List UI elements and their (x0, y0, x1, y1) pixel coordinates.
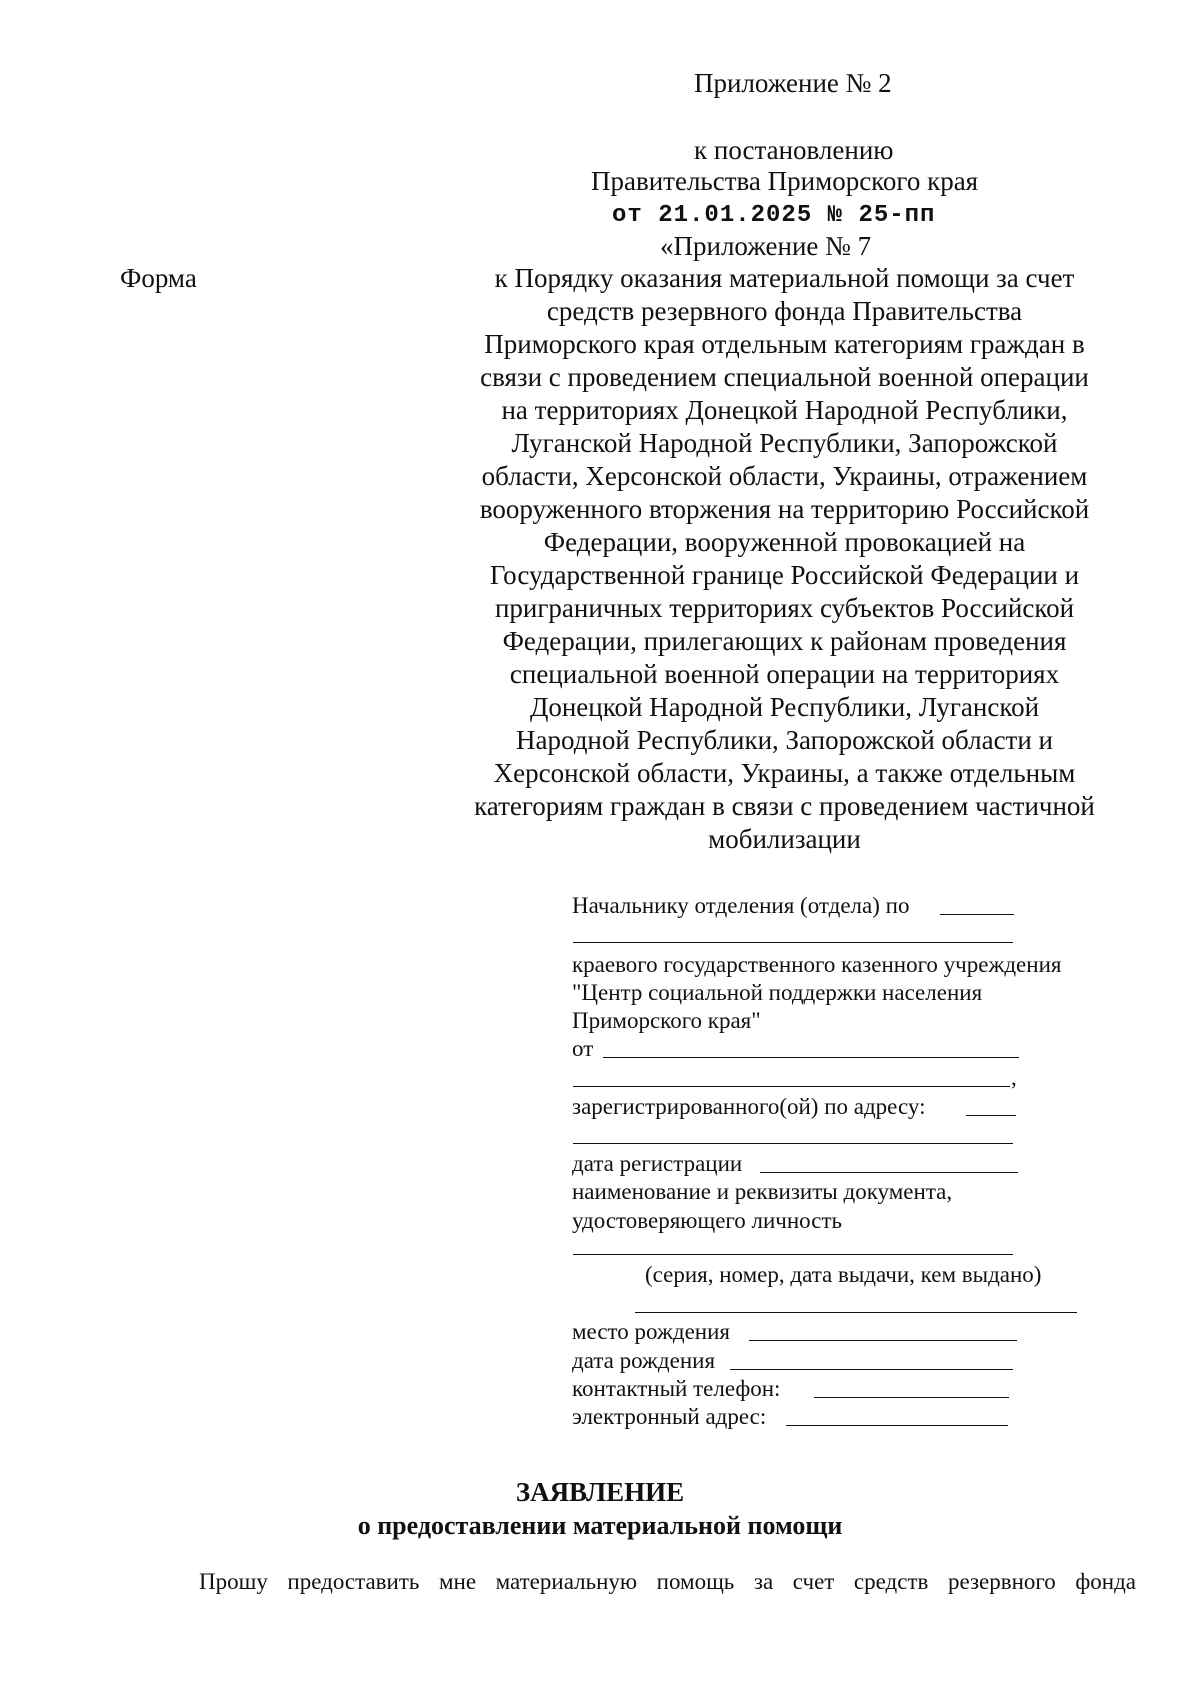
order-title-line: Федерации, вооруженной провокацией на (543, 527, 1026, 557)
birthplace-label: место рождения (572, 1319, 730, 1344)
order-title-line: Народной Республики, Запорожской области и (515, 725, 1054, 755)
inner-appendix-heading: «Приложение № 7 (660, 231, 872, 261)
order-title-line: Государственной границе Российской Федерации и (489, 560, 1080, 590)
phone-label: контактный телефон: (572, 1376, 781, 1401)
order-title-line: к Порядку оказания материальной помощи за счет (494, 263, 1075, 293)
order-title-line: категориям граждан в связи с проведением частичной (474, 791, 1095, 821)
order-title-line: специальной военной операции на территориях (509, 659, 1060, 689)
document-field[interactable] (573, 1254, 1013, 1255)
institution-line2: "Центр социальной поддержки населения (572, 980, 983, 1005)
chief-department-field[interactable] (940, 914, 1014, 915)
registration-date-field[interactable] (760, 1172, 1018, 1173)
applicant-name-field[interactable] (603, 1057, 1019, 1058)
order-title-line: вооруженного вторжения на территорию Российской (479, 494, 1090, 524)
registered-label: зарегистрированного(ой) по адресу: (572, 1094, 926, 1119)
order-title-line: Приморского края отдельным категориям граждан в (484, 329, 1085, 359)
form-label: Форма (120, 263, 197, 293)
institution-line3: Приморского края" (572, 1008, 761, 1033)
resolution-date-number: от 21.01.2025 № 25-пп (612, 202, 936, 229)
appendix-heading: Приложение № 2 (694, 68, 892, 98)
registered-address-field-line2[interactable] (573, 1143, 1013, 1144)
document-label-line1: наименование и реквизиты документа, (572, 1179, 953, 1204)
comma-mark: , (1011, 1065, 1017, 1090)
document-label-line2: удостоверяющего личность (572, 1208, 842, 1233)
order-title-line: Федерации, прилегающих к районам проведения (502, 626, 1067, 656)
email-label: электронный адрес: (572, 1404, 767, 1429)
statement-body: Прошу предоставить мне материальную помощь за счет средств резервного фонда (199, 1569, 1136, 1594)
order-title-line: мобилизации (708, 824, 861, 854)
order-title-line: Луганской Народной Республики, Запорожской (511, 428, 1058, 458)
statement-title: ЗАЯВЛЕНИЕ (515, 1477, 685, 1507)
government-name: Правительства Приморского края (591, 166, 979, 196)
order-title-line: Херсонской области, Украины, а также отдельным (493, 758, 1076, 788)
institution-line1: краевого государственного казенного учреждения (572, 952, 1062, 977)
registered-address-field[interactable] (966, 1115, 1016, 1116)
phone-field[interactable] (814, 1397, 1009, 1398)
chief-department-field-line2[interactable] (573, 942, 1013, 943)
order-title-line: области, Херсонской области, Украины, отражением (481, 461, 1088, 491)
from-label: от (572, 1036, 594, 1061)
order-title-line: приграничных территориях субъектов Российской (494, 593, 1075, 623)
order-title-line: Донецкой Народной Республики, Луганской (529, 692, 1040, 722)
chief-prefix: Начальнику отделения (отдела) по (572, 893, 910, 918)
applicant-name-field-line2[interactable] (573, 1086, 1010, 1087)
birthdate-label: дата рождения (572, 1348, 716, 1373)
birthplace-field[interactable] (749, 1340, 1017, 1341)
order-title-line: связи с проведением специальной военной операции (480, 362, 1089, 392)
to-resolution: к постановлению (694, 135, 894, 165)
statement-subtitle: о предоставлении материальной помощи (357, 1511, 843, 1540)
order-title-line: на территориях Донецкой Народной Республики, (501, 395, 1068, 425)
order-title (452, 265, 1117, 859)
registration-date-label: дата регистрации (572, 1151, 743, 1176)
birthdate-field[interactable] (730, 1369, 1013, 1370)
document-details-field[interactable] (635, 1312, 1077, 1313)
document-hint: (серия, номер, дата выдачи, кем выдано) (645, 1262, 1042, 1287)
order-title-line: средств резервного фонда Правительства (546, 296, 1023, 326)
email-field[interactable] (786, 1425, 1008, 1426)
